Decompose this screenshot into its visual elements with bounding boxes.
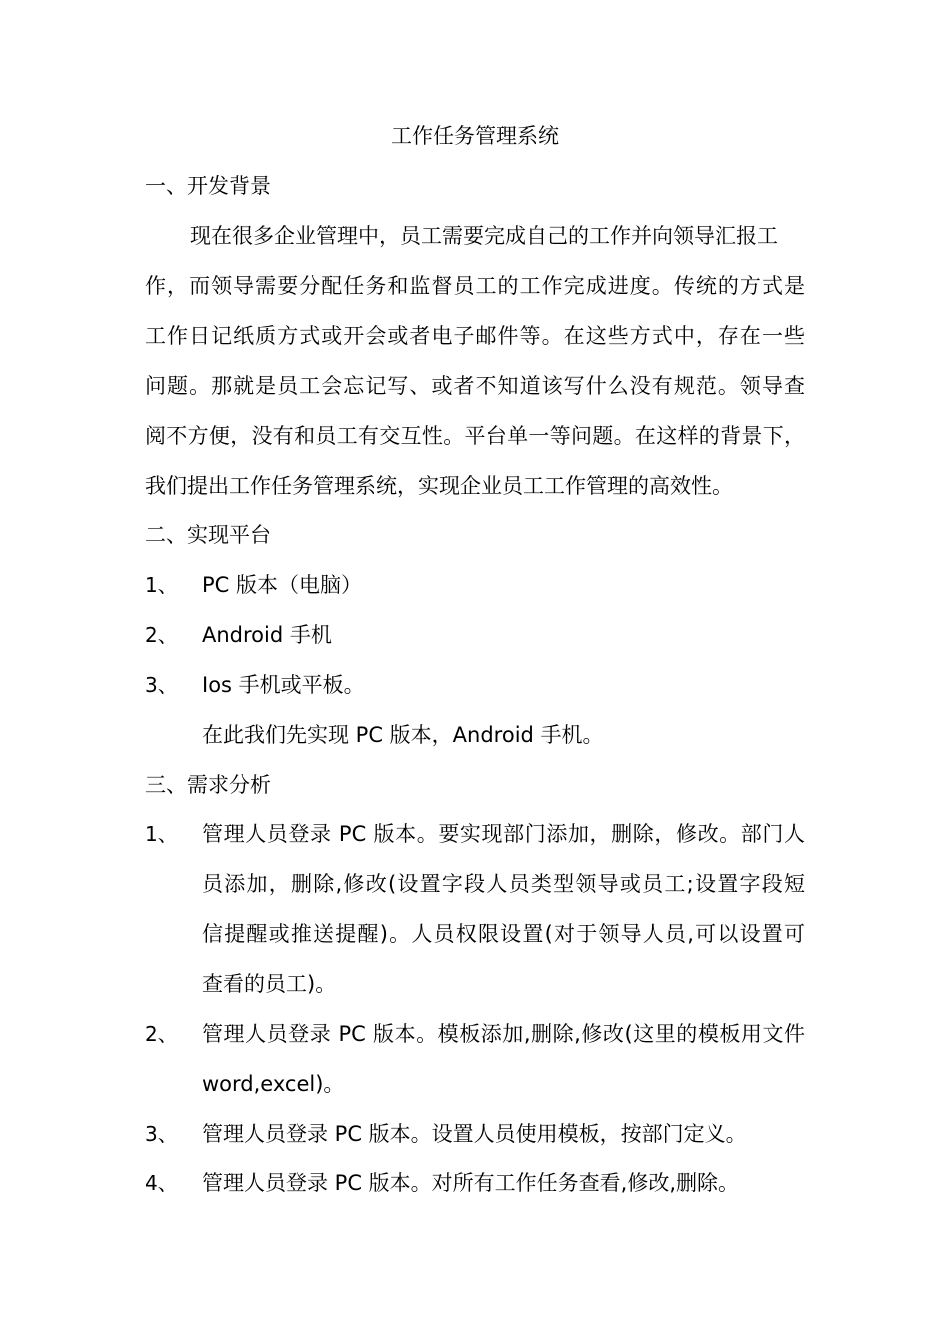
document-title: 工作任务管理系统 <box>391 124 559 148</box>
platform-note: 在此我们先实现 PC 版本，Android 手机。 <box>202 723 604 747</box>
list-item-number: 2、 <box>145 1022 178 1046</box>
paragraph-line: 工作日记纸质方式或开会或者电子邮件等。在这些方式中，存在一些 <box>145 324 805 348</box>
list-item-text: 查看的员工)。 <box>202 972 337 996</box>
paragraph-line: 我们提出工作任务管理系统，实现企业员工工作管理的高效性。 <box>145 474 733 498</box>
list-item-number: 1、 <box>145 822 178 846</box>
list-item-text: word,excel)。 <box>202 1072 345 1096</box>
list-item-text: 管理人员登录 PC 版本。要实现部门添加，删除，修改。部门人 <box>202 822 805 846</box>
section-heading-background: 一、开发背景 <box>145 174 271 198</box>
list-item-number: 1、 <box>145 573 178 597</box>
list-item-text: Android 手机 <box>202 623 332 647</box>
list-item-number: 3、 <box>145 1122 178 1146</box>
list-item-text: 管理人员登录 PC 版本。模板添加,删除,修改(这里的模板用文件 <box>202 1022 805 1046</box>
list-item-text: 信提醒或推送提醒)。人员权限设置(对于领导人员,可以设置可 <box>202 922 805 946</box>
section-heading-platform: 二、实现平台 <box>145 523 271 547</box>
list-item-number: 2、 <box>145 623 178 647</box>
paragraph-line: 现在很多企业管理中，员工需要完成自己的工作并向领导汇报工 <box>190 224 778 248</box>
list-item-text: 员添加，删除,修改(设置字段人员类型领导或员工;设置字段短 <box>202 872 805 896</box>
paragraph-line: 作，而领导需要分配任务和监督员工的工作完成进度。传统的方式是 <box>145 274 805 298</box>
list-item-text: 管理人员登录 PC 版本。设置人员使用模板，按部门定义。 <box>202 1122 747 1146</box>
section-heading-requirements: 三、需求分析 <box>145 773 271 797</box>
list-item-text: 管理人员登录 PC 版本。对所有工作任务查看,修改,删除。 <box>202 1171 740 1195</box>
list-item-text: PC 版本（电脑） <box>202 573 363 597</box>
list-item-number: 3、 <box>145 673 178 697</box>
list-item-number: 4、 <box>145 1171 178 1195</box>
list-item-text: Ios 手机或平板。 <box>202 673 365 697</box>
paragraph-line: 阅不方便，没有和员工有交互性。平台单一等问题。在这样的背景下， <box>145 424 805 448</box>
paragraph-line: 问题。那就是员工会忘记写、或者不知道该写什么没有规范。领导查 <box>145 374 805 398</box>
